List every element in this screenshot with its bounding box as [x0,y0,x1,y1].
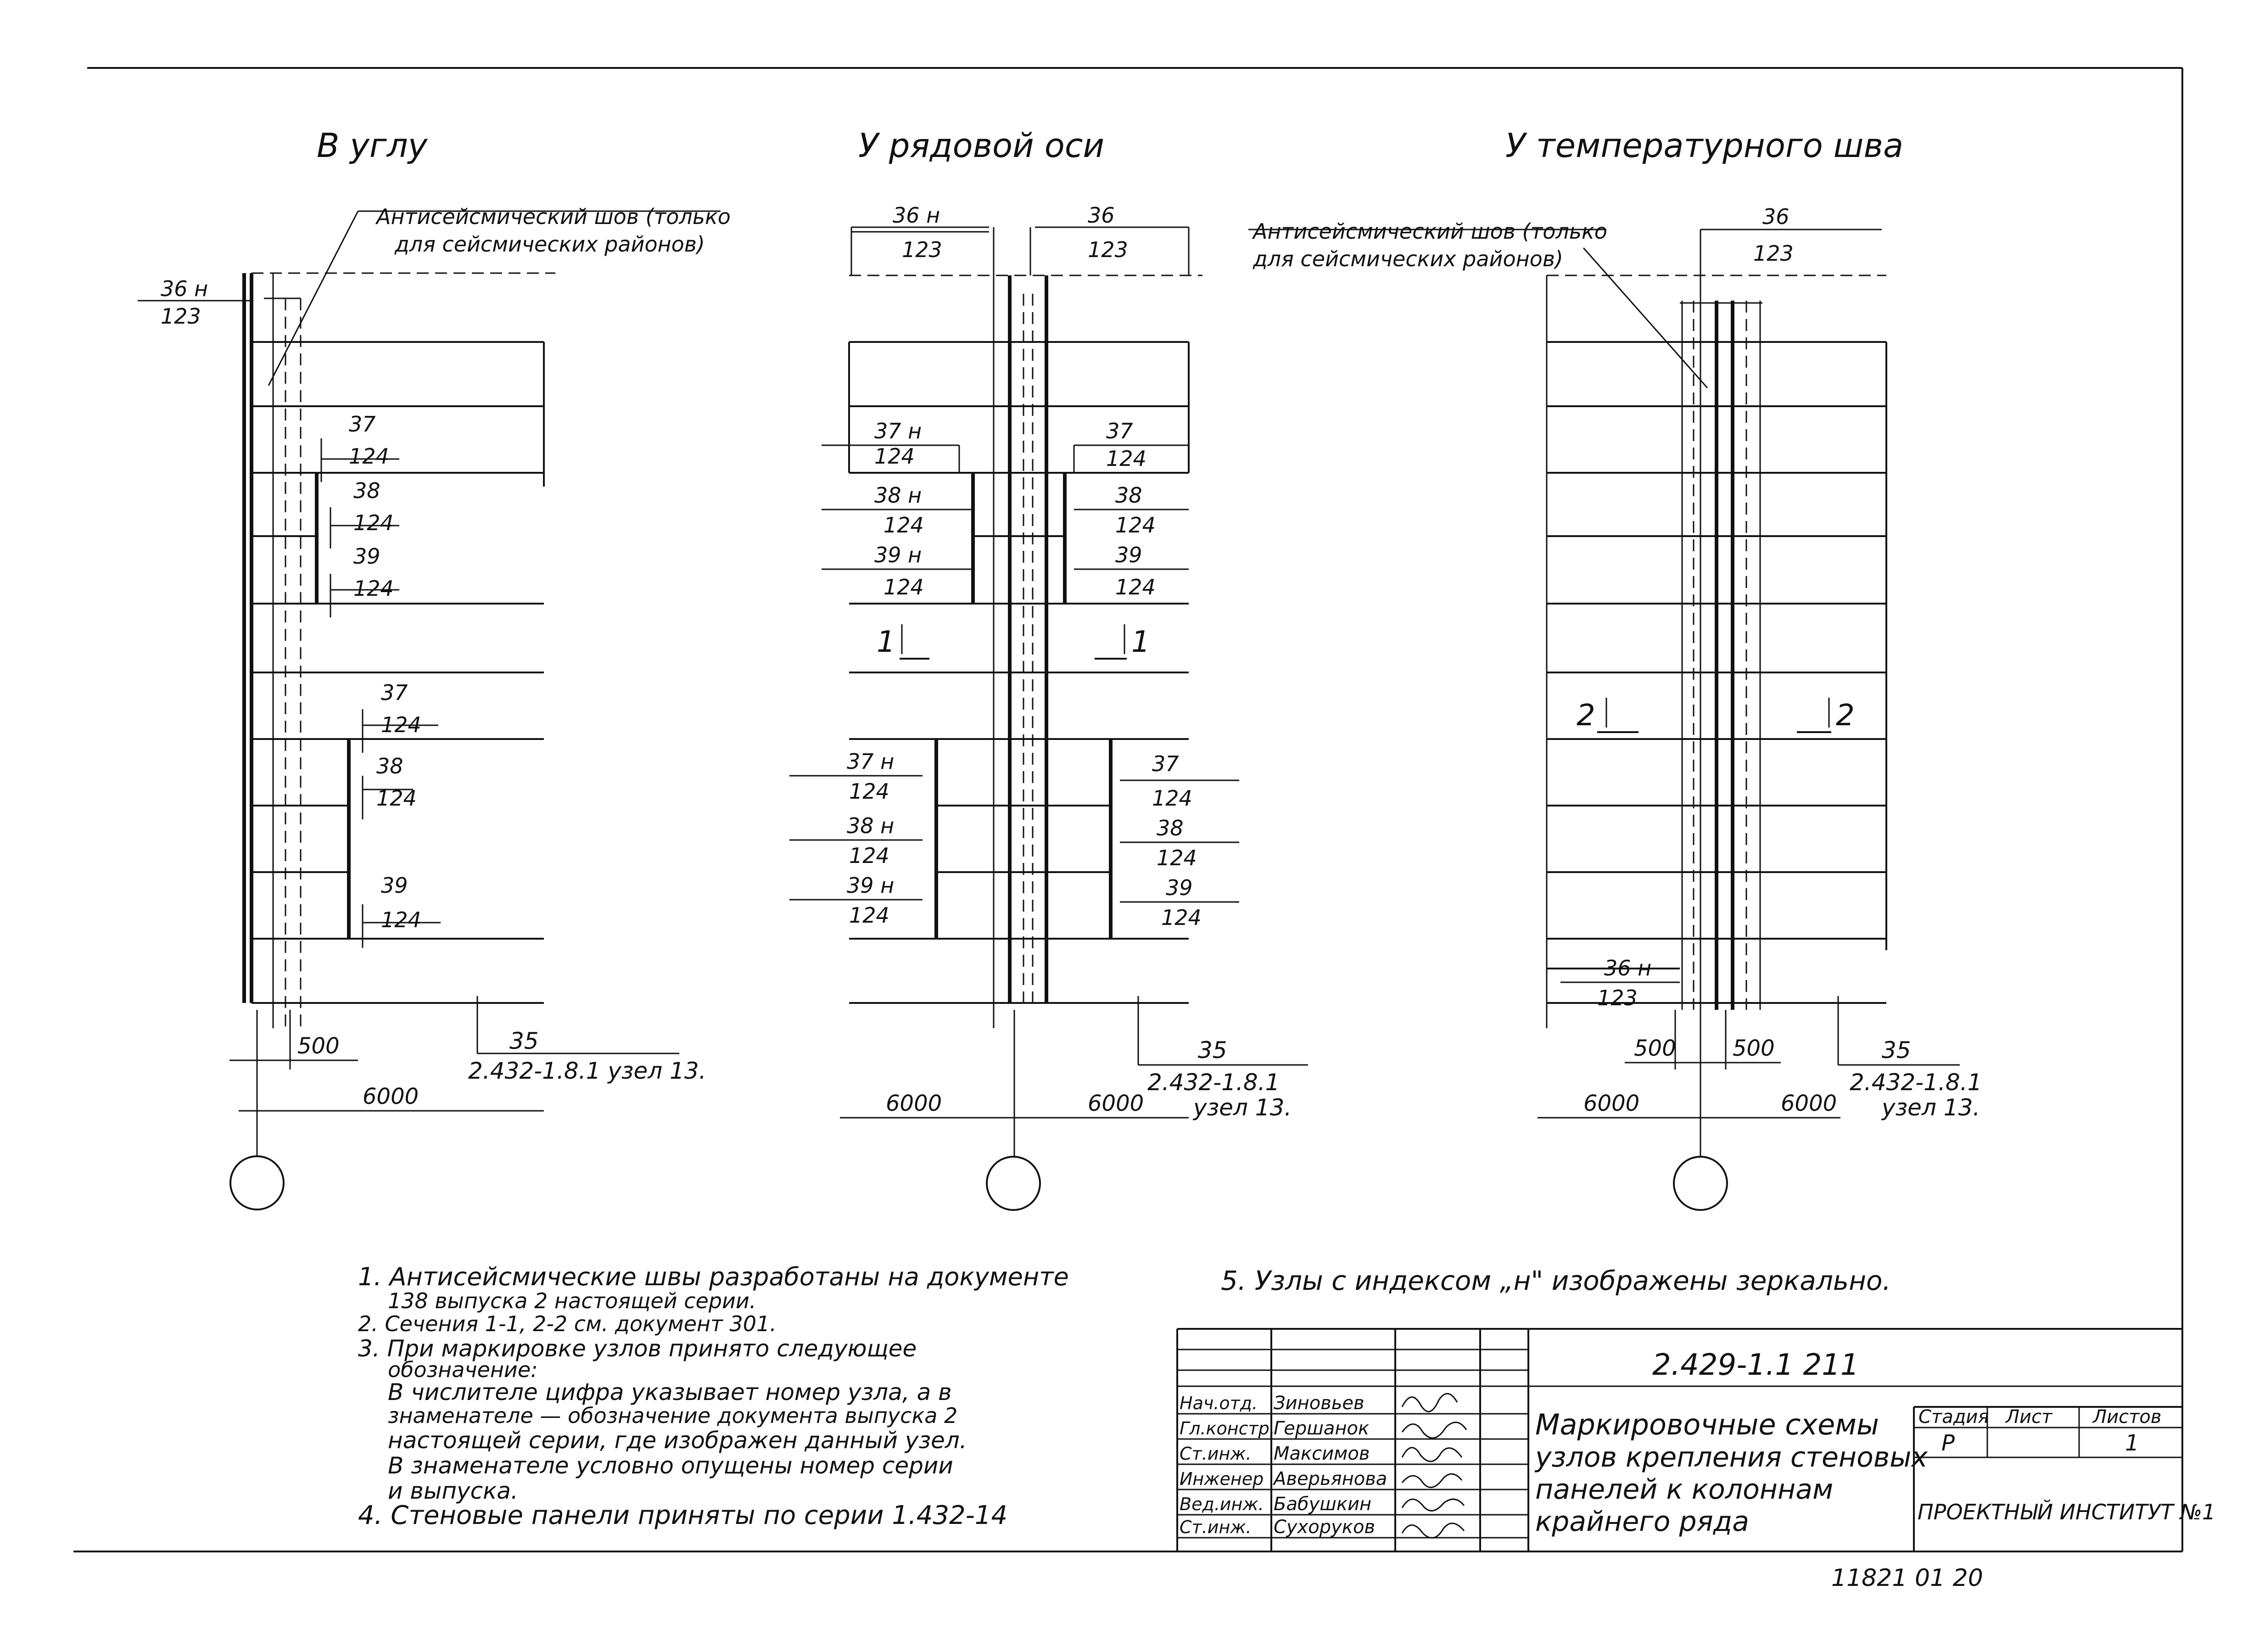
note-3c: В числителе цифра указывает номер узла, а в [388,1379,952,1406]
corner-n1-den: 124 [349,444,389,469]
row-left-upper-marks [822,419,973,599]
stage-label: Стадия [1918,1406,1989,1428]
row-top-left-den: 123 [902,237,942,262]
signatures [1402,1394,1466,1538]
corner-seismic-note-2: для сейсмических районов) [395,232,705,257]
name-4: Бабушкин [1274,1494,1372,1515]
row-axis-bubble [987,1157,1040,1210]
corner-bottom-num: 35 [509,1028,539,1054]
corner-n2-den: 124 [353,510,394,535]
title-line-1: Маркировочные схемы [1535,1408,1879,1441]
name-5: Сухоруков [1274,1517,1376,1538]
role-2: Ст.инж. [1180,1444,1252,1464]
row-r1-num: 37 [1106,419,1133,443]
corner-n5-num: 38 [376,754,403,778]
stage-value: Р [1941,1430,1955,1456]
row-l1-den: 124 [874,444,915,469]
row-l5-num: 38 н [847,813,895,838]
row-r2-num: 38 [1115,483,1142,508]
row-dim-right: 6000 [1088,1091,1144,1116]
note-5: 5. Узлы с индексом „н" изображены зеркально. [1221,1265,1891,1296]
row-left-lower-marks [789,749,923,928]
sheets-label: Листов [2093,1406,2162,1428]
row-r3-num: 39 [1115,543,1142,567]
temp-top-den: 123 [1753,241,1794,266]
row-l2-den: 124 [884,513,924,538]
corner-n2-num: 38 [353,478,380,503]
temp-dim-right: 6000 [1781,1091,1837,1116]
row-r1-den: 124 [1106,446,1146,471]
role-0: Нач.отд. [1180,1393,1258,1413]
note-3a: 3. При маркировке узлов принято следующее [358,1335,917,1362]
temp-low-den: 123 [1597,986,1638,1010]
row-dim-left: 6000 [886,1091,942,1116]
corner-mark-top-den: 123 [161,304,201,329]
corner-n3-num: 39 [353,544,380,569]
note-3f: В знаменателе условно опущены номер серии [388,1452,953,1479]
note-1a: 1. Антисейсмические швы разработаны на документе [358,1262,1069,1291]
view-temp-title: У температурного шва [1505,126,1904,165]
view-row-axis [789,126,1308,1210]
temp-seismic-note-1: Антисейсмический шов (только [1253,219,1607,244]
temp-top-num: 36 [1762,204,1789,229]
corner-dim-500: 500 [297,1033,340,1059]
corner-n3-den: 124 [353,576,394,601]
corner-n5-den: 124 [376,786,417,811]
view-corner [138,126,731,1210]
corner-dim-6000: 6000 [363,1084,419,1109]
note-4: 4. Стеновые панели приняты по серии 1.432-14 [358,1501,1008,1530]
corner-mark-top-num: 36 н [161,276,208,301]
row-bottom-den2: узел 13. [1193,1094,1292,1121]
role-4: Вед.инж. [1180,1494,1264,1514]
row-l4-num: 37 н [847,749,895,774]
sheets-value: 1 [2125,1430,2139,1456]
corner-n6-num: 39 [381,873,408,898]
temp-bottom-den: 2.432-1.8.1 [1850,1069,1982,1096]
role-1: Гл.констр. [1180,1418,1275,1439]
row-r2-den: 124 [1115,513,1156,538]
note-3b: обозначение: [388,1357,538,1382]
row-l5-den: 124 [849,843,889,868]
title-line-3: панелей к колоннам [1535,1473,1834,1506]
corner-axis-bubble [230,1156,284,1210]
note-1b: 138 выпуска 2 настоящей серии. [388,1288,756,1313]
temp-bottom-num: 35 [1882,1037,1911,1064]
title-block [1177,1329,2215,1551]
row-section-left: 1 [877,625,895,659]
name-1: Гершанок [1274,1418,1370,1439]
corner-n6-den: 124 [381,907,421,932]
corner-n1-num: 37 [349,412,376,437]
corner-panel-lines [252,342,544,1003]
temp-dim-500-left: 500 [1634,1036,1676,1061]
role-3: Инженер [1180,1469,1264,1489]
row-bottom-num: 35 [1198,1037,1227,1064]
row-r5-num: 38 [1157,816,1184,840]
corner-n4-num: 37 [381,680,408,705]
document-code: 2.429-1.1 211 [1652,1348,1859,1382]
name-2: Максимов [1274,1443,1370,1464]
temp-axis-bubble [1674,1157,1727,1210]
note-3d: знаменателе — обозначение документа выпуска 2 [388,1403,958,1428]
title-line-4: крайнего ряда [1535,1506,1749,1538]
corner-n4-den: 124 [381,712,421,737]
temp-dim-500-right: 500 [1733,1036,1775,1061]
row-r6-den: 124 [1161,905,1202,930]
name-3: Аверьянова [1274,1468,1387,1490]
row-top-right-num: 36 [1088,203,1115,228]
row-l4-den: 124 [849,779,889,804]
row-l3-num: 39 н [874,543,922,567]
temp-dim-left: 6000 [1583,1091,1640,1116]
row-l1-num: 37 н [874,419,922,443]
temp-bottom-den2: узел 13. [1882,1094,1980,1121]
view-temp-joint [1248,126,1982,1210]
row-r5-den: 124 [1157,846,1197,870]
organization: ПРОЕКТНЫЙ ИНСТИТУТ №1 [1918,1500,2216,1524]
row-r4-num: 37 [1152,751,1179,776]
row-right-upper-marks [1074,419,1189,599]
row-top-left-num: 36 н [893,203,940,228]
row-l6-den: 124 [849,903,889,928]
temp-low-num: 36 н [1604,956,1652,980]
row-section-right: 1 [1131,625,1150,659]
title-line-2: узлов крепления стеновых [1535,1441,1928,1473]
row-r4-den: 124 [1152,786,1192,811]
temp-seismic-note-2: для сейсмических районов) [1253,246,1563,271]
temp-section-right: 2 [1836,699,1855,733]
footer-code: 11821 01 20 [1831,1564,1983,1592]
view-corner-title: В углу [317,126,428,165]
corner-bottom-den: 2.432-1.8.1 узел 13. [468,1058,706,1084]
corner-seismic-note-1: Антисейсмический шов (только [376,204,731,229]
temp-section-left: 2 [1577,699,1595,733]
note-3g: и выпуска. [388,1478,518,1504]
role-5: Ст.инж. [1180,1517,1252,1537]
view-row-title: У рядовой оси [858,126,1105,165]
corner-node-marks [321,412,441,948]
row-bottom-den: 2.432-1.8.1 [1147,1069,1280,1096]
note-2: 2. Сечения 1-1, 2-2 см. документ 301. [358,1311,777,1336]
note-3e: настоящей серии, где изображен данный узел. [388,1427,967,1454]
row-r6-num: 39 [1166,875,1193,900]
row-l2-num: 38 н [874,483,922,508]
sheet-label: Лист [2006,1406,2052,1428]
row-top-right-den: 123 [1088,237,1128,262]
row-l6-num: 39 н [847,873,895,898]
row-right-lower-marks [1120,751,1239,930]
row-l3-den: 124 [884,575,924,599]
name-0: Зиновьев [1274,1393,1364,1414]
row-r3-den: 124 [1115,575,1156,599]
